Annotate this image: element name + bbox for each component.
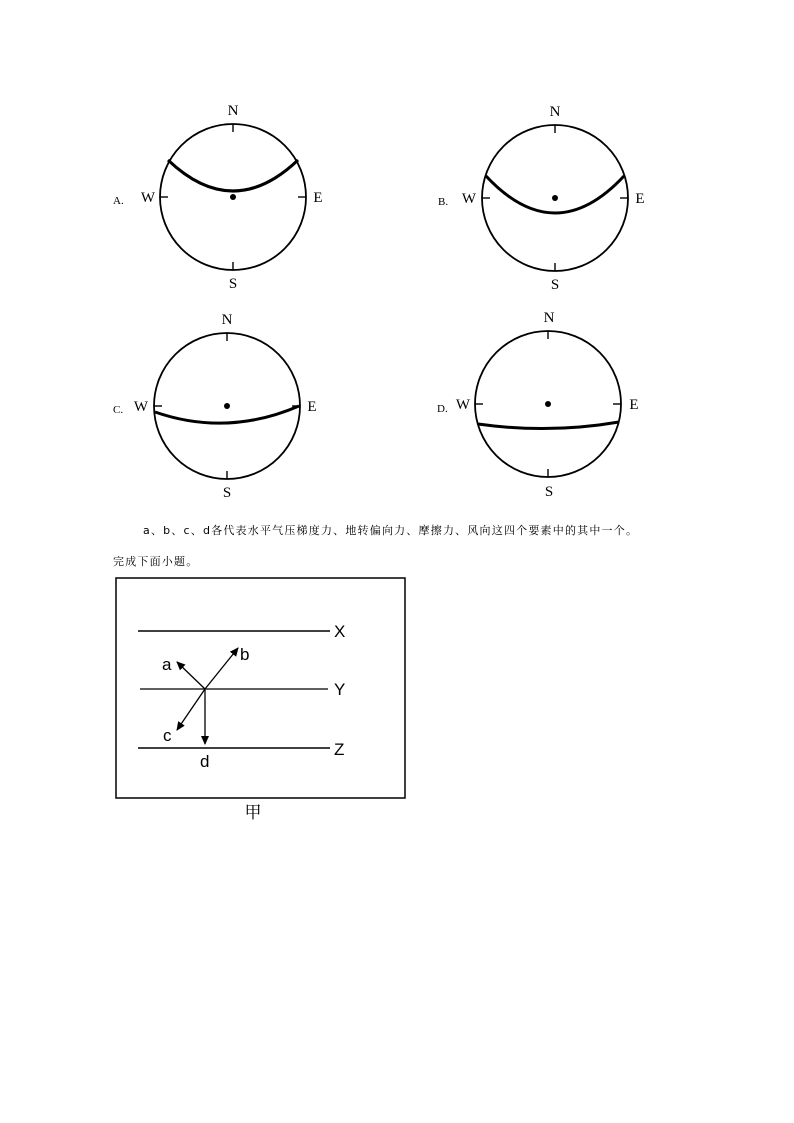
west-label: W	[461, 191, 477, 207]
line-label-y: Y	[334, 680, 346, 699]
south-label: S	[222, 485, 232, 501]
line-label-z: Z	[334, 740, 345, 759]
west-label: W	[133, 399, 149, 415]
center-dot	[545, 401, 551, 407]
east-label: E	[307, 399, 317, 415]
vector-label-c: c	[163, 726, 172, 745]
vector-label-b: b	[240, 645, 250, 664]
north-label: N	[227, 103, 239, 119]
east-label: E	[629, 397, 639, 413]
vector-label-d: d	[200, 752, 210, 771]
south-label: S	[544, 484, 554, 500]
option-a-diagram	[113, 103, 323, 292]
option-a-label: A.	[113, 195, 124, 207]
north-label: N	[549, 104, 561, 120]
force-diagram	[116, 578, 405, 823]
option-b-label: B.	[438, 196, 449, 208]
option-c-diagram	[113, 312, 317, 501]
north-label: N	[221, 312, 233, 328]
vector-label-a: a	[162, 655, 172, 674]
line-label-x: X	[334, 622, 346, 641]
vector-c	[177, 689, 205, 730]
option-c-label: C.	[113, 404, 124, 416]
vector-b	[205, 648, 238, 689]
west-label: W	[140, 190, 156, 206]
center-dot	[224, 403, 230, 409]
center-dot	[230, 194, 236, 200]
north-label: N	[543, 310, 555, 326]
center-dot	[552, 195, 558, 201]
option-d-label: D.	[437, 403, 448, 415]
east-label: E	[635, 191, 645, 207]
west-label: W	[455, 397, 471, 413]
vector-a	[177, 662, 205, 689]
diagram-caption: 甲	[244, 803, 262, 823]
question-text-line-1: a、b、c、d各代表水平气压梯度力、地转偏向力、摩擦力、风向这四个要素中的其中一个。	[143, 524, 639, 537]
south-label: S	[550, 277, 560, 293]
question-text-line-2: 完成下面小题。	[113, 555, 199, 568]
south-label: S	[228, 276, 238, 292]
option-d-diagram	[437, 310, 639, 500]
east-label: E	[313, 190, 323, 206]
option-b-diagram	[438, 104, 645, 293]
